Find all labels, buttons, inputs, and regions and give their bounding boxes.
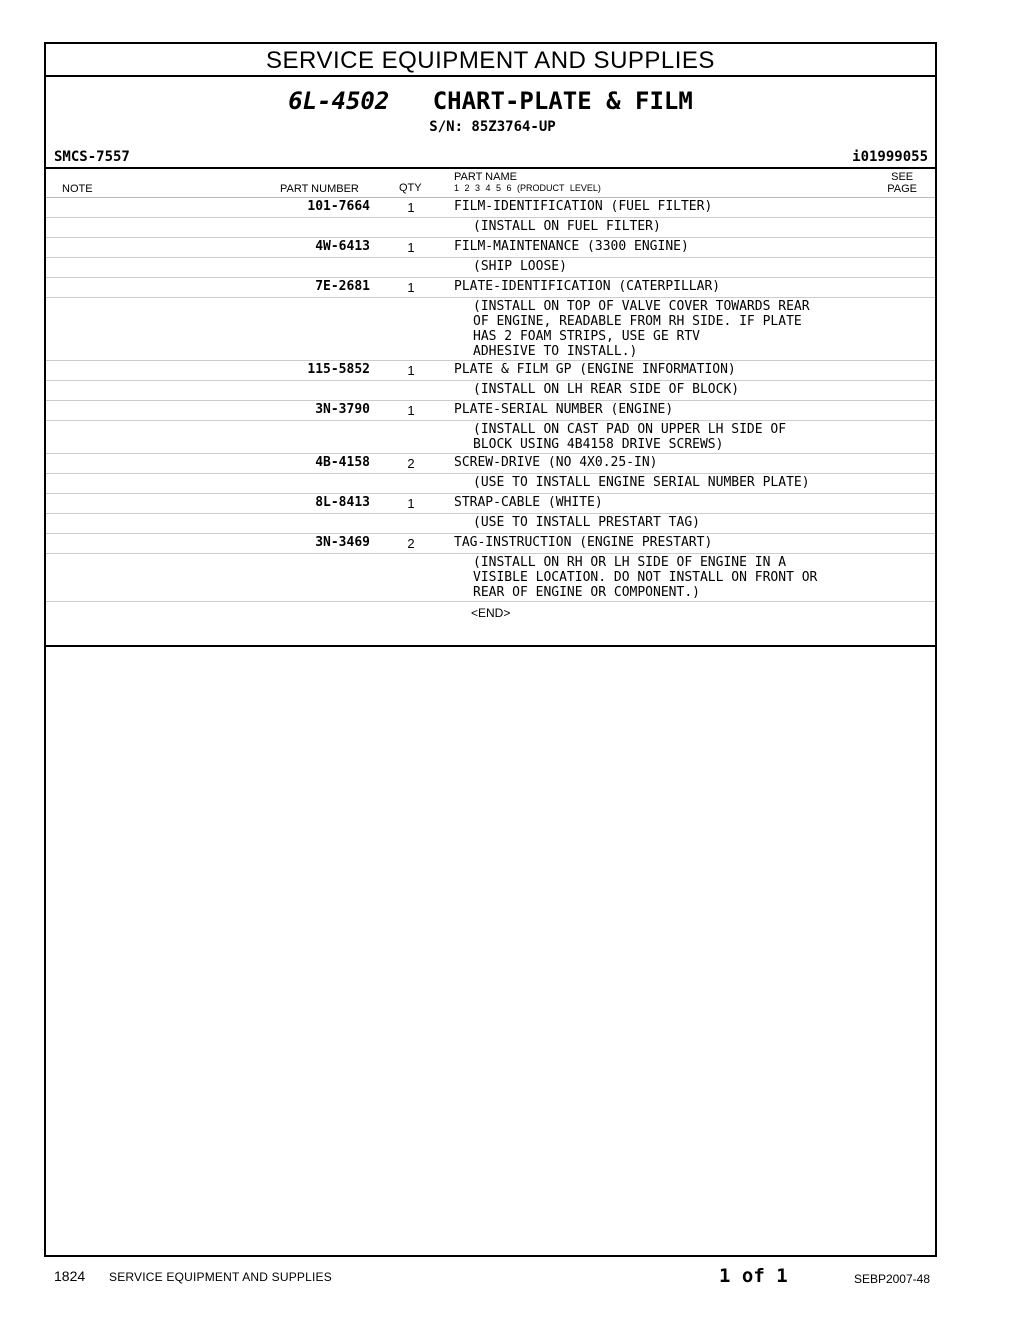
note-row	[46, 514, 935, 534]
note-row	[46, 421, 935, 454]
see-label: SEE	[891, 171, 914, 183]
part-name: STRAP-CABLE (WHITE)	[454, 495, 603, 510]
note-row	[46, 298, 935, 361]
note-row	[46, 218, 935, 238]
table-row	[46, 401, 935, 421]
table-row	[46, 494, 935, 514]
footer-page-count: 1 of 1	[719, 1265, 788, 1287]
table-row	[46, 238, 935, 258]
column-header-see-page	[887, 171, 917, 195]
part-name: TAG-INSTRUCTION (ENGINE PRESTART)	[454, 535, 713, 550]
page-label: PAGE	[887, 183, 917, 195]
part-number-link[interactable]: 101-7664	[307, 199, 370, 214]
part-number-link[interactable]: 7E-2681	[315, 279, 370, 294]
part-number-link[interactable]: 115-5852	[307, 362, 370, 377]
footer-page-number: 1824	[54, 1268, 86, 1284]
part-name: PLATE-IDENTIFICATION (CATERPILLAR)	[454, 279, 721, 294]
end-marker: <END>	[471, 606, 511, 620]
table-row	[46, 198, 935, 218]
part-name: FILM-MAINTENANCE (3300 ENGINE)	[454, 239, 689, 254]
smcs-code: SMCS-7557	[54, 149, 130, 165]
part-note: (INSTALL ON CAST PAD ON UPPER LH SIDE OF BLOCK USING 4B4158 DRIVE SCREWS)	[473, 422, 787, 452]
quantity: 1	[407, 200, 415, 215]
part-number-link[interactable]: 8L-8413	[315, 495, 370, 510]
page-frame	[44, 42, 937, 1257]
note-row	[46, 381, 935, 401]
table-bottom-divider	[46, 645, 935, 647]
part-number-link[interactable]: 4W-6413	[315, 239, 370, 254]
part-note: (INSTALL ON FUEL FILTER)	[473, 219, 661, 234]
illustration-id: i01999055	[852, 149, 928, 165]
part-name: SCREW-DRIVE (NO 4X0.25-IN)	[454, 455, 658, 470]
quantity: 1	[407, 363, 415, 378]
parts-table	[46, 198, 935, 624]
group-part-title: CHART-PLATE & FILM	[432, 87, 693, 115]
column-header-note: NOTE	[62, 183, 93, 195]
table-row	[46, 278, 935, 298]
part-note: (INSTALL ON LH REAR SIDE OF BLOCK)	[473, 382, 740, 397]
quantity: 1	[407, 280, 415, 295]
group-part-number: 6L-4502	[288, 87, 390, 115]
footer-document-number: SEBP2007-48	[853, 1272, 930, 1286]
table-row	[46, 454, 935, 474]
quantity: 1	[407, 240, 415, 255]
quantity: 2	[407, 456, 415, 471]
quantity: 2	[407, 536, 415, 551]
section-banner: SERVICE EQUIPMENT AND SUPPLIES	[46, 44, 935, 77]
quantity: 1	[407, 403, 415, 418]
table-row	[46, 534, 935, 554]
part-number-link[interactable]: 4B-4158	[315, 455, 370, 470]
end-row	[46, 602, 935, 624]
serial-range: S/N: 85Z3764-UP	[429, 119, 556, 135]
column-header-product-level: 1 2 3 4 5 6 (PRODUCT LEVEL)	[454, 183, 601, 193]
title-divider	[46, 167, 935, 169]
part-name: FILM-IDENTIFICATION (FUEL FILTER)	[454, 199, 713, 214]
note-row	[46, 258, 935, 278]
column-header-qty: QTY	[399, 182, 422, 194]
column-header-part-name: PART NAME	[454, 171, 517, 183]
note-row	[46, 474, 935, 494]
part-note: (INSTALL ON RH OR LH SIDE OF ENGINE IN A VISIBLE LOCATION. DO NOT INSTALL ON FRONT OR REAR OF ENGINE OR COMPONENT.)	[473, 555, 818, 600]
part-note: (USE TO INSTALL ENGINE SERIAL NUMBER PLATE)	[473, 475, 810, 490]
part-number-link[interactable]: 3N-3790	[315, 402, 370, 417]
part-name: PLATE-SERIAL NUMBER (ENGINE)	[454, 402, 674, 417]
part-note: (SHIP LOOSE)	[473, 259, 567, 274]
part-name: PLATE & FILM GP (ENGINE INFORMATION)	[454, 362, 736, 377]
page-title	[46, 87, 935, 115]
note-row	[46, 554, 935, 602]
part-number-link[interactable]: 3N-3469	[315, 535, 370, 550]
footer-section-title: SERVICE EQUIPMENT AND SUPPLIES	[109, 1270, 332, 1284]
part-note: (USE TO INSTALL PRESTART TAG)	[473, 515, 700, 530]
table-row	[46, 361, 935, 381]
part-note: (INSTALL ON TOP OF VALVE COVER TOWARDS REAR OF ENGINE, READABLE FROM RH SIDE. IF PLATE HAS 2 FOAM STRIPS, USE GE RTV ADHESIVE TO INSTALL.)	[473, 299, 810, 359]
column-header-part-number: PART NUMBER	[280, 183, 359, 195]
quantity: 1	[407, 496, 415, 511]
